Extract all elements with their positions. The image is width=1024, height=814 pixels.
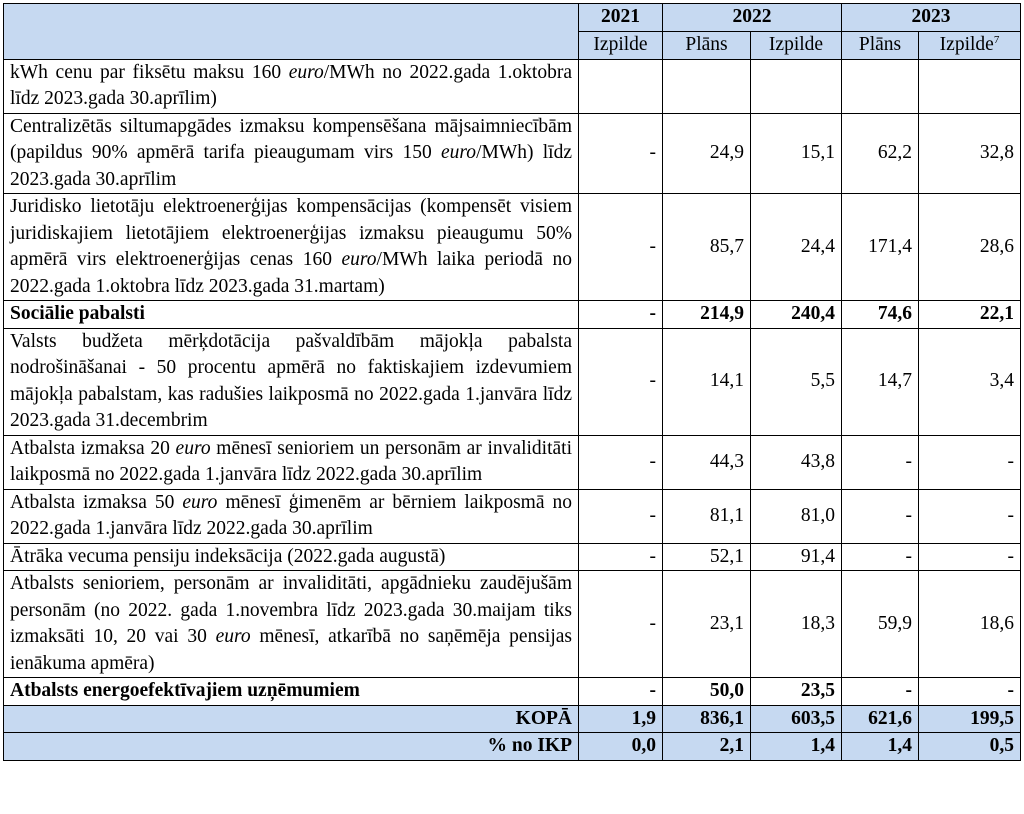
total-value: 199,5 [919,705,1021,733]
row-value: 240,4 [751,301,842,329]
row-value: - [919,489,1021,543]
table-row [4,435,1021,489]
row-value: 85,7 [663,194,751,301]
row-text: mēnesī, atkarībā no saņēmēja pensijas ienākuma apmēra) [10,626,572,674]
row-value: - [579,301,663,329]
header-sub-2023-plans: Plāns [842,31,919,59]
row-value: 50,0 [663,678,751,706]
footnote-mark: 7 [993,33,1000,46]
row-value: 62,2 [842,113,919,194]
row-value: 91,4 [751,543,842,571]
total-value: 1,4 [842,733,919,761]
row-description [4,59,579,113]
row-value: 81,0 [751,489,842,543]
row-value [919,59,1021,113]
row-value: - [919,435,1021,489]
row-text: /MWh no 2022.gada 1.oktobra līdz 2023.gada 30.aprīlim) [10,61,572,109]
row-value: - [842,543,919,571]
header-year-2023: 2023 [842,4,1021,32]
row-value: 32,8 [919,113,1021,194]
table-row [4,678,1021,706]
row-value: 23,1 [663,571,751,678]
row-text: Atbalsts energoefektīvajiem uzņēmumiem [10,680,360,701]
table-row [4,571,1021,678]
row-value: - [919,678,1021,706]
row-text: Atbalsta izmaksa 20 [10,437,176,459]
row-text: /MWh) līdz 2023.gada 30.aprīlim [10,142,572,190]
row-value: 5,5 [751,328,842,435]
row-text: Juridisko lietotāju elektroenerģijas kompensācijas (kompensēt visiem juridiskajiem lietotājiem elektroenerģijas izmaksu pieaugumu 50% apmērā virs elektroenerģijas cenas 160 [10,196,572,270]
row-text: euro [182,491,218,513]
total-value: 603,5 [751,705,842,733]
total-value: 0,5 [919,733,1021,761]
row-text: Ātrāka vecuma pensiju indeksācija (2022.gada augustā) [10,545,446,567]
row-text: /MWh laika periodā no 2022.gada 1.oktobra līdz 2023.gada 31.martam) [10,249,573,297]
row-value: 18,6 [919,571,1021,678]
row-text: euro [341,249,377,270]
row-text: euro [175,437,211,459]
row-value: 43,8 [751,435,842,489]
row-value: - [579,435,663,489]
row-value: 24,4 [751,194,842,301]
row-value: - [842,489,919,543]
row-text: Sociālie pabalsti [10,303,145,324]
table-row [4,59,1021,113]
total-value: 0,0 [579,733,663,761]
row-value: 14,1 [663,328,751,435]
header-blank-cell [4,4,579,60]
row-value: - [842,678,919,706]
table-row [4,543,1021,571]
row-value: 171,4 [842,194,919,301]
total-value: 836,1 [663,705,751,733]
row-value [579,59,663,113]
header-sub-2022-izpilde: Izpilde [751,31,842,59]
row-description [4,489,579,543]
header-sub-2021-izpilde: Izpilde [579,31,663,59]
row-value: - [842,435,919,489]
table-totals [4,705,1021,760]
table-row [4,489,1021,543]
row-description [4,301,579,329]
row-value: 22,1 [919,301,1021,329]
header-sub-2022-plans: Plāns [663,31,751,59]
row-value: 23,5 [751,678,842,706]
row-value: 24,9 [663,113,751,194]
row-text: kWh cenu par fiksētu maksu 160 [10,61,289,83]
total-label: % no IKP [4,733,579,761]
row-value: 18,3 [751,571,842,678]
row-description [4,328,579,435]
row-value: 74,6 [842,301,919,329]
row-value: - [579,571,663,678]
row-value: - [579,113,663,194]
row-text: Valsts budžeta mērķdotācija pašvaldībām mājokļa pabalsta nodrošināšanai - 50 procentu apmērā no faktiskajiem izdevumiem mājokļa pabalstam, kas radušies laikposmā no 2022.gada 1.janvāra līdz 2023.gada 31.decembrim [10,330,572,431]
row-text: euro [441,142,477,163]
row-value: - [579,543,663,571]
row-value: 28,6 [919,194,1021,301]
row-value: - [579,194,663,301]
total-value: 621,6 [842,705,919,733]
row-description [4,543,579,571]
row-description [4,435,579,489]
table-row [4,301,1021,329]
row-description [4,113,579,194]
header-year-2022: 2022 [663,4,842,32]
total-value: 1,9 [579,705,663,733]
row-value [751,59,842,113]
row-text: euro [215,626,251,647]
row-description [4,571,579,678]
table-row [4,113,1021,194]
row-text: euro [288,61,324,83]
row-text: mēnesī ģimenēm ar bērniem laikposmā no 2022.gada 1.janvāra līdz 2022.gada 30.aprīlim [10,491,572,539]
table-row [4,328,1021,435]
row-value: 81,1 [663,489,751,543]
table-body [4,59,1021,705]
row-value: 52,1 [663,543,751,571]
total-value: 2,1 [663,733,751,761]
row-description [4,678,579,706]
row-value: - [579,678,663,706]
row-text: Atbalsts senioriem, personām ar invaliditāti, apgādnieku zaudējušām personām (no 2022. gada 1.novembra līdz 2023.gada 30.maijam tiks izmaksāti 10, 20 vai 30 [10,573,572,647]
row-description [4,194,579,301]
row-value: - [579,328,663,435]
row-value: 214,9 [663,301,751,329]
row-text: Centralizētās siltumapgādes izmaksu kompensēšana mājsaimniecībām (papildus 90% apmērā tarifa pieaugumam virs 150 [10,115,572,163]
total-label: KOPĀ [4,705,579,733]
row-value: 44,3 [663,435,751,489]
row-value [842,59,919,113]
header-year-2021: 2021 [579,4,663,32]
row-value: - [919,543,1021,571]
row-value: - [579,489,663,543]
header-sub-2023-izpilde [919,31,1021,59]
row-value: 3,4 [919,328,1021,435]
row-value: 59,9 [842,571,919,678]
budget-table [3,3,1021,761]
row-text: Atbalsta izmaksa 50 [10,491,183,513]
total-value: 1,4 [751,733,842,761]
row-value: 14,7 [842,328,919,435]
table-row [4,194,1021,301]
total-row [4,705,1021,733]
header-sub-2023-izpilde-label: Izpilde [939,33,994,55]
row-value: 15,1 [751,113,842,194]
row-text: mēnesī senioriem un personām ar invaliditāti laikposmā no 2022.gada 1.janvāra līdz 2022.gada 30.aprīlim [10,437,572,485]
header-years-row [4,4,1021,32]
row-value [663,59,751,113]
total-row [4,733,1021,761]
